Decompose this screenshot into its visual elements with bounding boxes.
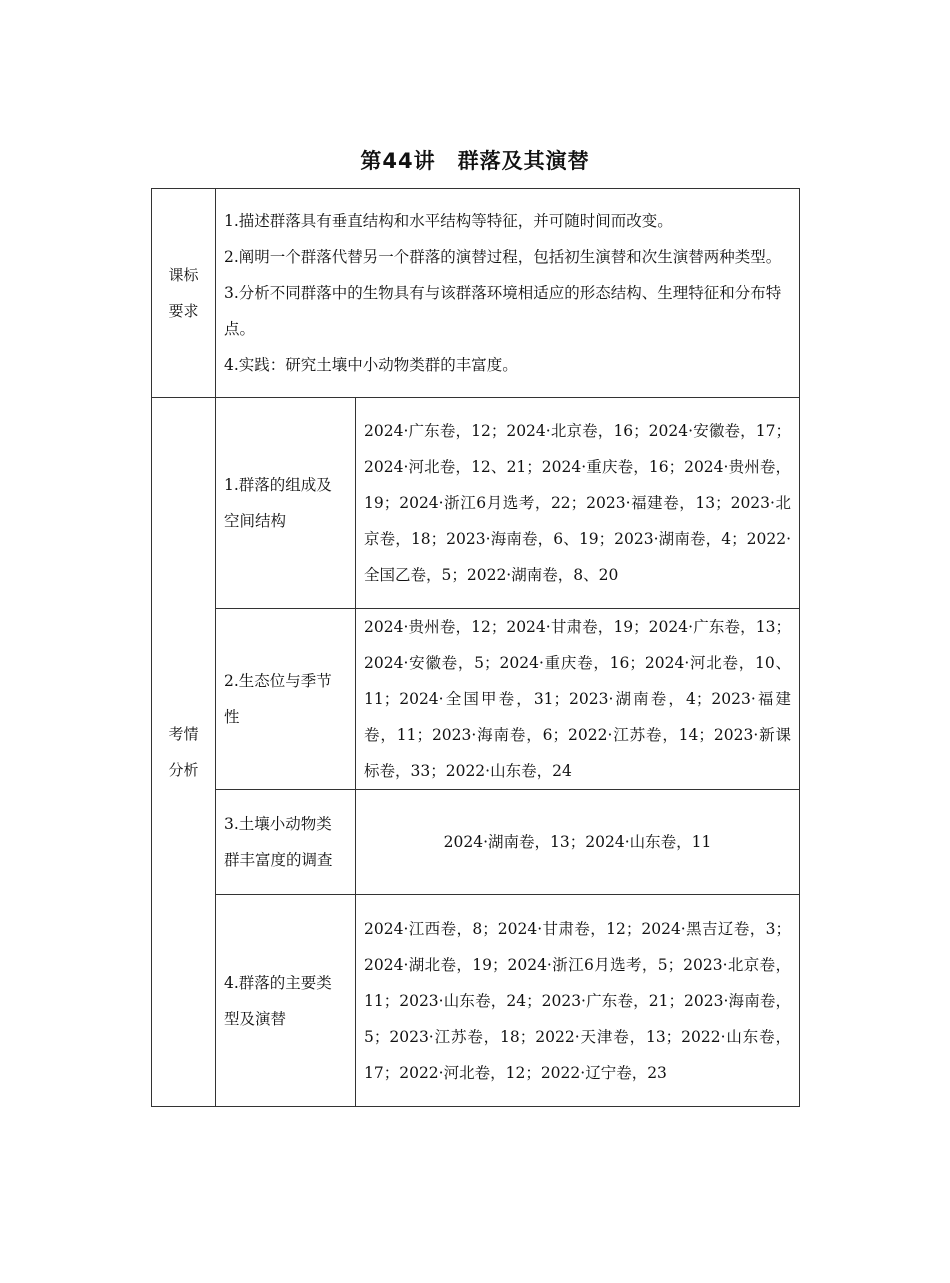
exam-sources-cell: 2024·湖南卷，13；2024·山东卷，11: [356, 790, 800, 895]
curriculum-row: [152, 189, 800, 398]
analysis-label-line1: 考情: [168, 725, 199, 743]
analysis-label-line2: 分析: [168, 761, 199, 779]
requirement-item: 1.描述群落具有垂直结构和水平结构等特征，并可随时间而改变。: [224, 212, 673, 230]
requirement-item: 3.分析不同群落中的生物具有与该群落环境相适应的形态结构、生理特征和分布特点。: [224, 284, 782, 338]
analysis-row: [152, 609, 800, 790]
curriculum-label-line1: 课标: [168, 266, 199, 284]
topic-cell: 4.群落的主要类型及演替: [216, 895, 356, 1107]
lesson-overview-table: [151, 188, 800, 1107]
topic-cell: 1.群落的组成及空间结构: [216, 398, 356, 609]
curriculum-label: [152, 189, 216, 398]
exam-sources-cell: 2024·广东卷，12；2024·北京卷，16；2024·安徽卷，17；2024·河北卷，12、21；2024·重庆卷，16；2024·贵州卷，19；2024·浙江6月选考，22；2023·福建卷，13；2023·北京卷，18；2023·海南卷，6、19；2023·湖南卷，4；2022·全国乙卷，5；2022·湖南卷，8、20: [356, 398, 800, 609]
analysis-row: [152, 895, 800, 1107]
analysis-row: [152, 398, 800, 609]
exam-sources-cell: 2024·江西卷，8；2024·甘肃卷，12；2024·黑吉辽卷，3；2024·湖北卷，19；2024·浙江6月选考，5；2023·北京卷，11；2023·山东卷，24；2023·广东卷，21；2023·海南卷，5；2023·江苏卷，18；2022·天津卷，13；2022·山东卷，17；2022·河北卷，12；2022·辽宁卷，23: [356, 895, 800, 1107]
exam-sources-cell: 2024·贵州卷，12；2024·甘肃卷，19；2024·广东卷，13；2024·安徽卷，5；2024·重庆卷，16；2024·河北卷，10、11；2024·全国甲卷，31；2023·湖南卷，4；2023·福建卷，11；2023·海南卷，6；2022·江苏卷，14；2023·新课标卷，33；2022·山东卷，24: [356, 609, 800, 790]
topic-cell: 2.生态位与季节性: [216, 609, 356, 790]
requirement-item: 2.阐明一个群落代替另一个群落的演替过程，包括初生演替和次生演替两种类型。: [224, 248, 782, 266]
curriculum-requirements: [216, 189, 800, 398]
analysis-label: [152, 398, 216, 1107]
curriculum-label-line2: 要求: [168, 302, 199, 320]
requirement-item: 4.实践：研究土壤中小动物类群的丰富度。: [224, 356, 518, 374]
analysis-row: [152, 790, 800, 895]
topic-cell: 3.土壤小动物类群丰富度的调查: [216, 790, 356, 895]
page-title: 第44讲 群落及其演替: [360, 149, 590, 173]
